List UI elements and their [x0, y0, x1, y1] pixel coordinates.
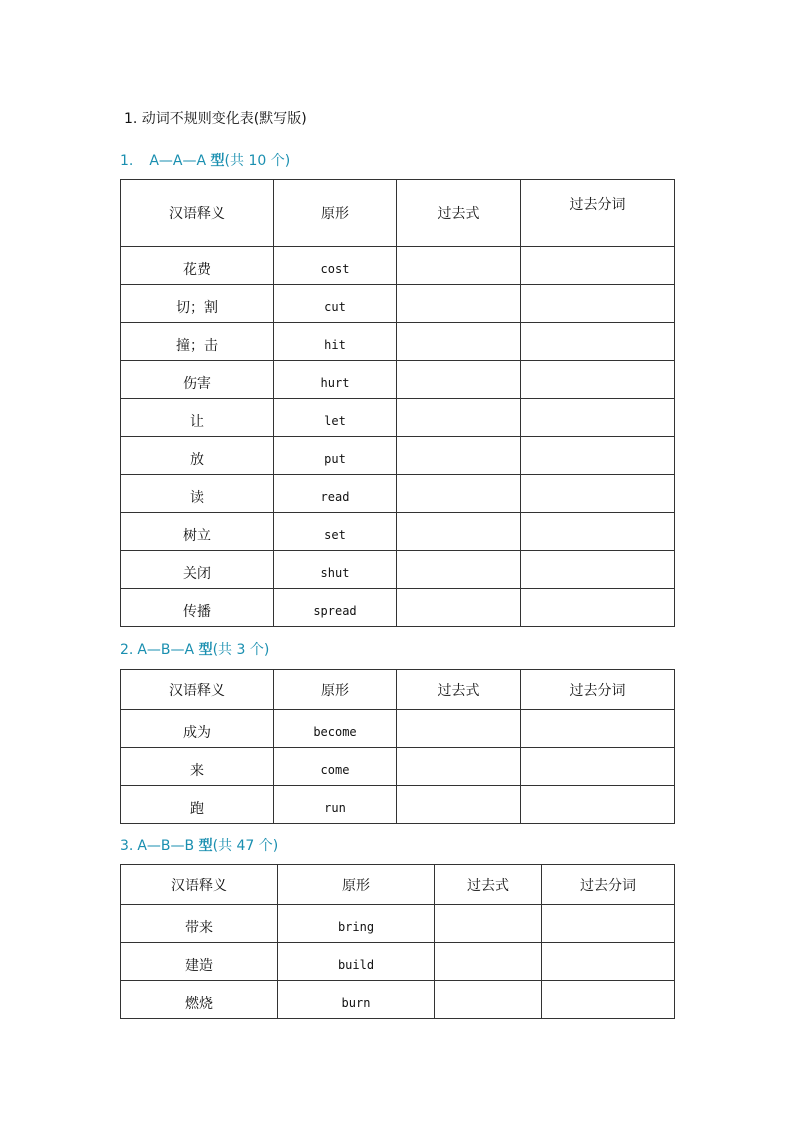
cell-past-input[interactable] — [397, 247, 521, 285]
cell-pp-input[interactable] — [542, 905, 675, 943]
header-cell-past-participle: 过去分词 — [521, 180, 675, 247]
cell-base: put — [274, 437, 397, 475]
header-cell-past: 过去式 — [397, 180, 521, 247]
cell-chinese: 成为 — [121, 710, 274, 748]
table-row — [121, 981, 675, 1019]
cell-base: bring — [278, 905, 435, 943]
cell-pp-input[interactable] — [521, 475, 675, 513]
cell-base: cost — [274, 247, 397, 285]
cell-pp-input[interactable] — [521, 786, 675, 824]
cell-past-input[interactable] — [397, 748, 521, 786]
cell-past-input[interactable] — [397, 437, 521, 475]
cell-chinese: 让 — [121, 399, 274, 437]
cell-chinese: 传播 — [121, 589, 274, 627]
cell-past-input[interactable] — [435, 943, 542, 981]
table-abb — [120, 864, 675, 1019]
section-1-heading — [120, 150, 290, 170]
table-row — [121, 513, 675, 551]
header-cell-past: 过去式 — [435, 865, 542, 905]
section-type-word: 型 — [198, 838, 213, 854]
cell-pp-input[interactable] — [521, 513, 675, 551]
cell-chinese: 读 — [121, 475, 274, 513]
table-row — [121, 905, 675, 943]
section-count: (共 10 个) — [224, 153, 291, 169]
table-row — [121, 748, 675, 786]
cell-pp-input[interactable] — [521, 748, 675, 786]
section-number: 1. — [120, 153, 134, 169]
header-cell-chinese: 汉语释义 — [121, 180, 274, 247]
cell-chinese: 带来 — [121, 905, 278, 943]
table-row — [121, 247, 675, 285]
cell-base: hurt — [274, 361, 397, 399]
cell-base: spread — [274, 589, 397, 627]
table-aba — [120, 669, 675, 824]
cell-base: set — [274, 513, 397, 551]
cell-past-input[interactable] — [435, 905, 542, 943]
table-row — [121, 551, 675, 589]
section-3-heading — [120, 835, 278, 855]
table-header-row — [121, 180, 675, 247]
cell-past-input[interactable] — [397, 399, 521, 437]
cell-chinese: 建造 — [121, 943, 278, 981]
section-pattern: A—A—A — [149, 153, 211, 169]
header-cell-base: 原形 — [274, 180, 397, 247]
section-2-heading — [120, 639, 269, 659]
section-type-word: 型 — [198, 642, 213, 658]
cell-pp-input[interactable] — [521, 710, 675, 748]
page-title: 1. 动词不规则变化表(默写版) — [124, 111, 307, 127]
cell-base: read — [274, 475, 397, 513]
table-row — [121, 589, 675, 627]
cell-pp-input[interactable] — [521, 361, 675, 399]
cell-base: shut — [274, 551, 397, 589]
cell-pp-input[interactable] — [521, 551, 675, 589]
cell-pp-input[interactable] — [521, 285, 675, 323]
table-row — [121, 323, 675, 361]
table-row — [121, 437, 675, 475]
header-cell-base: 原形 — [274, 670, 397, 710]
cell-pp-input[interactable] — [521, 247, 675, 285]
section-pattern: A—B—A — [137, 642, 199, 658]
section-type-word: 型 — [210, 153, 225, 169]
cell-chinese: 燃烧 — [121, 981, 278, 1019]
cell-chinese: 树立 — [121, 513, 274, 551]
cell-chinese: 花费 — [121, 247, 274, 285]
table-header-row — [121, 865, 675, 905]
cell-past-input[interactable] — [397, 786, 521, 824]
cell-past-input[interactable] — [397, 323, 521, 361]
cell-base: let — [274, 399, 397, 437]
section-number: 3. — [120, 838, 134, 854]
cell-base: hit — [274, 323, 397, 361]
header-cell-past: 过去式 — [397, 670, 521, 710]
cell-pp-input[interactable] — [521, 323, 675, 361]
cell-base: cut — [274, 285, 397, 323]
header-cell-chinese: 汉语释义 — [121, 670, 274, 710]
table-row — [121, 399, 675, 437]
cell-pp-input[interactable] — [521, 589, 675, 627]
header-cell-past-participle: 过去分词 — [542, 865, 675, 905]
cell-chinese: 来 — [121, 748, 274, 786]
section-count: (共 3 个) — [212, 642, 270, 658]
table-row — [121, 285, 675, 323]
section-number: 2. — [120, 642, 134, 658]
cell-chinese: 撞；击 — [121, 323, 274, 361]
table-row — [121, 786, 675, 824]
cell-past-input[interactable] — [397, 285, 521, 323]
cell-base: build — [278, 943, 435, 981]
cell-past-input[interactable] — [397, 551, 521, 589]
header-cell-past-participle: 过去分词 — [521, 670, 675, 710]
section-count: (共 47 个) — [212, 838, 279, 854]
cell-chinese: 伤害 — [121, 361, 274, 399]
header-cell-base: 原形 — [278, 865, 435, 905]
cell-base: burn — [278, 981, 435, 1019]
cell-chinese: 放 — [121, 437, 274, 475]
cell-pp-input[interactable] — [521, 437, 675, 475]
table-row — [121, 710, 675, 748]
cell-chinese: 关闭 — [121, 551, 274, 589]
cell-past-input[interactable] — [397, 361, 521, 399]
section-pattern: A—B—B — [137, 838, 199, 854]
cell-pp-input[interactable] — [542, 943, 675, 981]
table-row — [121, 475, 675, 513]
cell-chinese: 跑 — [121, 786, 274, 824]
table-row — [121, 943, 675, 981]
cell-pp-input[interactable] — [542, 981, 675, 1019]
table-header-row — [121, 670, 675, 710]
header-cell-chinese: 汉语释义 — [121, 865, 278, 905]
cell-base: become — [274, 710, 397, 748]
cell-base: run — [274, 786, 397, 824]
cell-past-input[interactable] — [397, 475, 521, 513]
cell-pp-input[interactable] — [521, 399, 675, 437]
cell-past-input[interactable] — [397, 589, 521, 627]
cell-past-input[interactable] — [397, 710, 521, 748]
cell-past-input[interactable] — [435, 981, 542, 1019]
cell-past-input[interactable] — [397, 513, 521, 551]
table-aaa — [120, 179, 675, 627]
cell-base: come — [274, 748, 397, 786]
table-row — [121, 361, 675, 399]
cell-chinese: 切；割 — [121, 285, 274, 323]
